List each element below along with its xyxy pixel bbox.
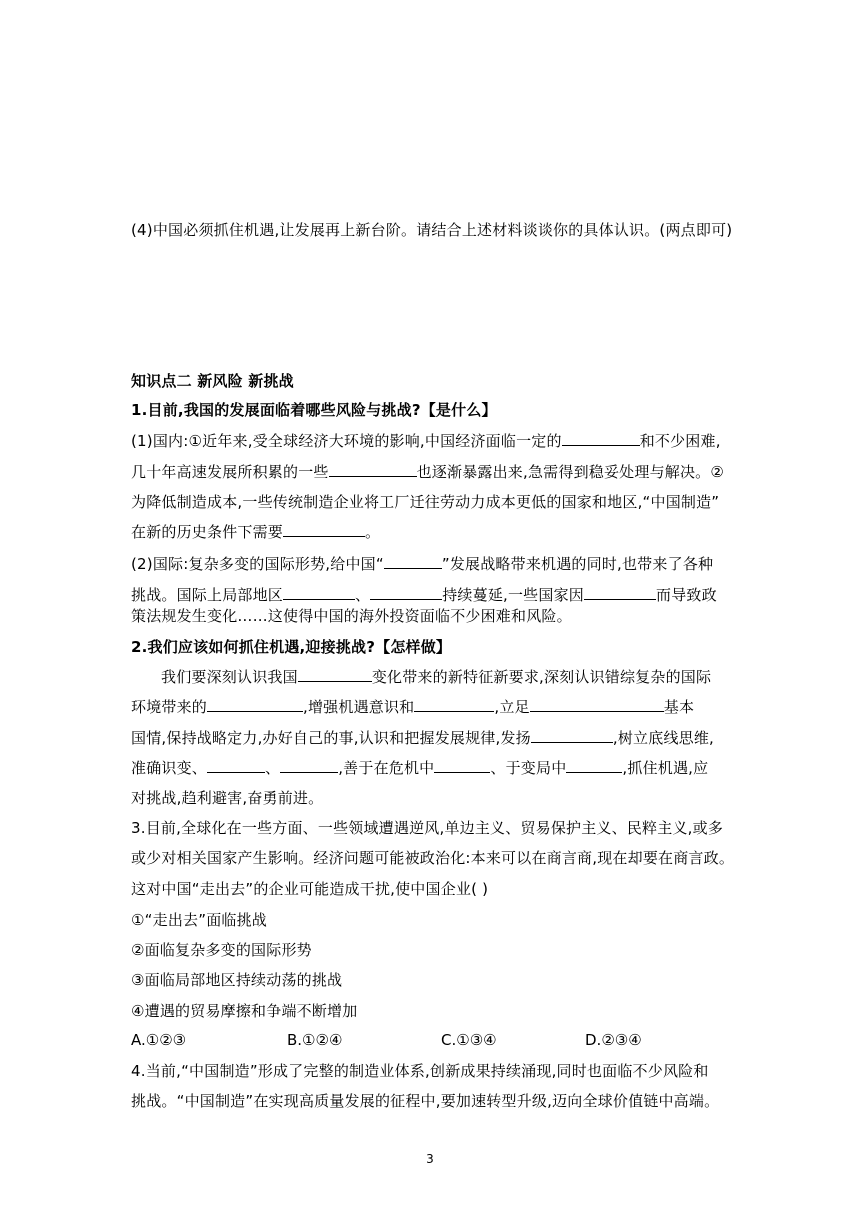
blank[interactable] — [283, 522, 365, 537]
blank[interactable] — [434, 758, 490, 773]
question-4-subpart: (4)中国必须抓住机遇,让发展再上新台阶。请结合上述材料谈谈你的具体认识。(两点即可) — [131, 221, 733, 239]
q2-line2: 环境带来的 ,增强机遇意识和 ,立足 基本 — [131, 698, 695, 716]
q1-p1-line3: 为降低制造成本,一些传统制造企业将工厂迁往劳动力成本更低的国家和地区,“中国制造” — [131, 493, 720, 511]
q2-line4: 准确识变、 、 ,善于在危机中 、于变局中 ,抓住机遇,应 — [131, 759, 709, 777]
q3-stem-line3: 这对中国“走出去”的企业可能造成干扰,使中国企业( ) — [131, 880, 489, 898]
page-number: 3 — [426, 1152, 434, 1166]
q3-item-1: ①“走出去”面临挑战 — [131, 911, 267, 929]
q2-line5: 对挑战,趋利避害,奋勇前进。 — [131, 789, 324, 807]
option-b[interactable]: B.①②④ — [287, 1031, 343, 1049]
q3-stem-line1: 3.目前,全球化在一些方面、一些领域遭遇逆风,单边主义、贸易保护主义、民粹主义,或多 — [131, 819, 724, 837]
q2-line3: 国情,保持战略定力,办好自己的事,认识和把握发展规律,发扬 ,树立底线思维, — [131, 729, 715, 747]
blank[interactable] — [584, 585, 656, 600]
option-d[interactable]: D.②③④ — [585, 1031, 642, 1049]
q1-p1-line4: 在新的历史条件下需要 。 — [131, 523, 381, 541]
option-a[interactable]: A.①②③ — [131, 1031, 187, 1049]
q3-item-2: ②面临复杂多变的国际形势 — [131, 941, 312, 959]
blank[interactable] — [370, 585, 442, 600]
blank[interactable] — [207, 758, 265, 773]
q1-title: 1.目前,我国的发展面临着哪些风险与挑战?【是什么】 — [131, 401, 497, 419]
blank[interactable] — [566, 758, 622, 773]
blank[interactable] — [280, 758, 338, 773]
blank[interactable] — [298, 667, 372, 682]
q1-p1-line1: (1)国内:①近年来,受全球经济大环境的影响,中国经济面临一定的 和不少困难, — [131, 432, 721, 450]
q4-line2: 挑战。“中国制造”在实现高质量发展的征程中,要加速转型升级,迈向全球价值链中高端。 — [131, 1092, 720, 1110]
blank[interactable] — [531, 728, 613, 743]
blank[interactable] — [562, 431, 640, 446]
blank[interactable] — [207, 697, 303, 712]
section-title: 知识点二 新风险 新挑战 — [131, 372, 294, 390]
blank[interactable] — [329, 462, 417, 477]
blank[interactable] — [414, 697, 494, 712]
q2-title: 2.我们应该如何抓住机遇,迎接挑战?【怎样做】 — [131, 638, 452, 656]
q4-line1: 4.当前,“中国制造”形成了完整的制造业体系,创新成果持续涌现,同时也面临不少风险和 — [131, 1062, 709, 1080]
q1-p2-line3: 策法规发生变化……这使得中国的海外投资面临不少困难和风险。 — [131, 607, 572, 625]
q3-stem-line2: 或少对相关国家产生影响。经济问题可能被政治化:本来可以在商言商,现在却要在商言政。 — [131, 849, 735, 867]
blank[interactable] — [530, 697, 664, 712]
blank[interactable] — [384, 554, 442, 569]
option-c[interactable]: C.①③④ — [441, 1031, 497, 1049]
blank[interactable] — [283, 585, 355, 600]
q3-item-4: ④遭遇的贸易摩擦和争端不断增加 — [131, 1002, 358, 1020]
q3-item-3: ③面临局部地区持续动荡的挑战 — [131, 971, 343, 989]
q2-line1: 我们要深刻认识我国 变化带来的新特征新要求,深刻认识错综复杂的国际 — [161, 668, 712, 686]
q1-p1-line2: 几十年高速发展所积累的一些 也逐渐暴露出来,急需得到稳妥处理与解决。② — [131, 463, 725, 481]
q1-p2-line2: 挑战。国际上局部地区 、 持续蔓延,一些国家因 而导致政 — [131, 586, 717, 604]
q1-p2-line1: (2)国际:复杂多变的国际形势,给中国“ ”发展战略带来机遇的同时,也带来了各种 — [131, 555, 714, 573]
